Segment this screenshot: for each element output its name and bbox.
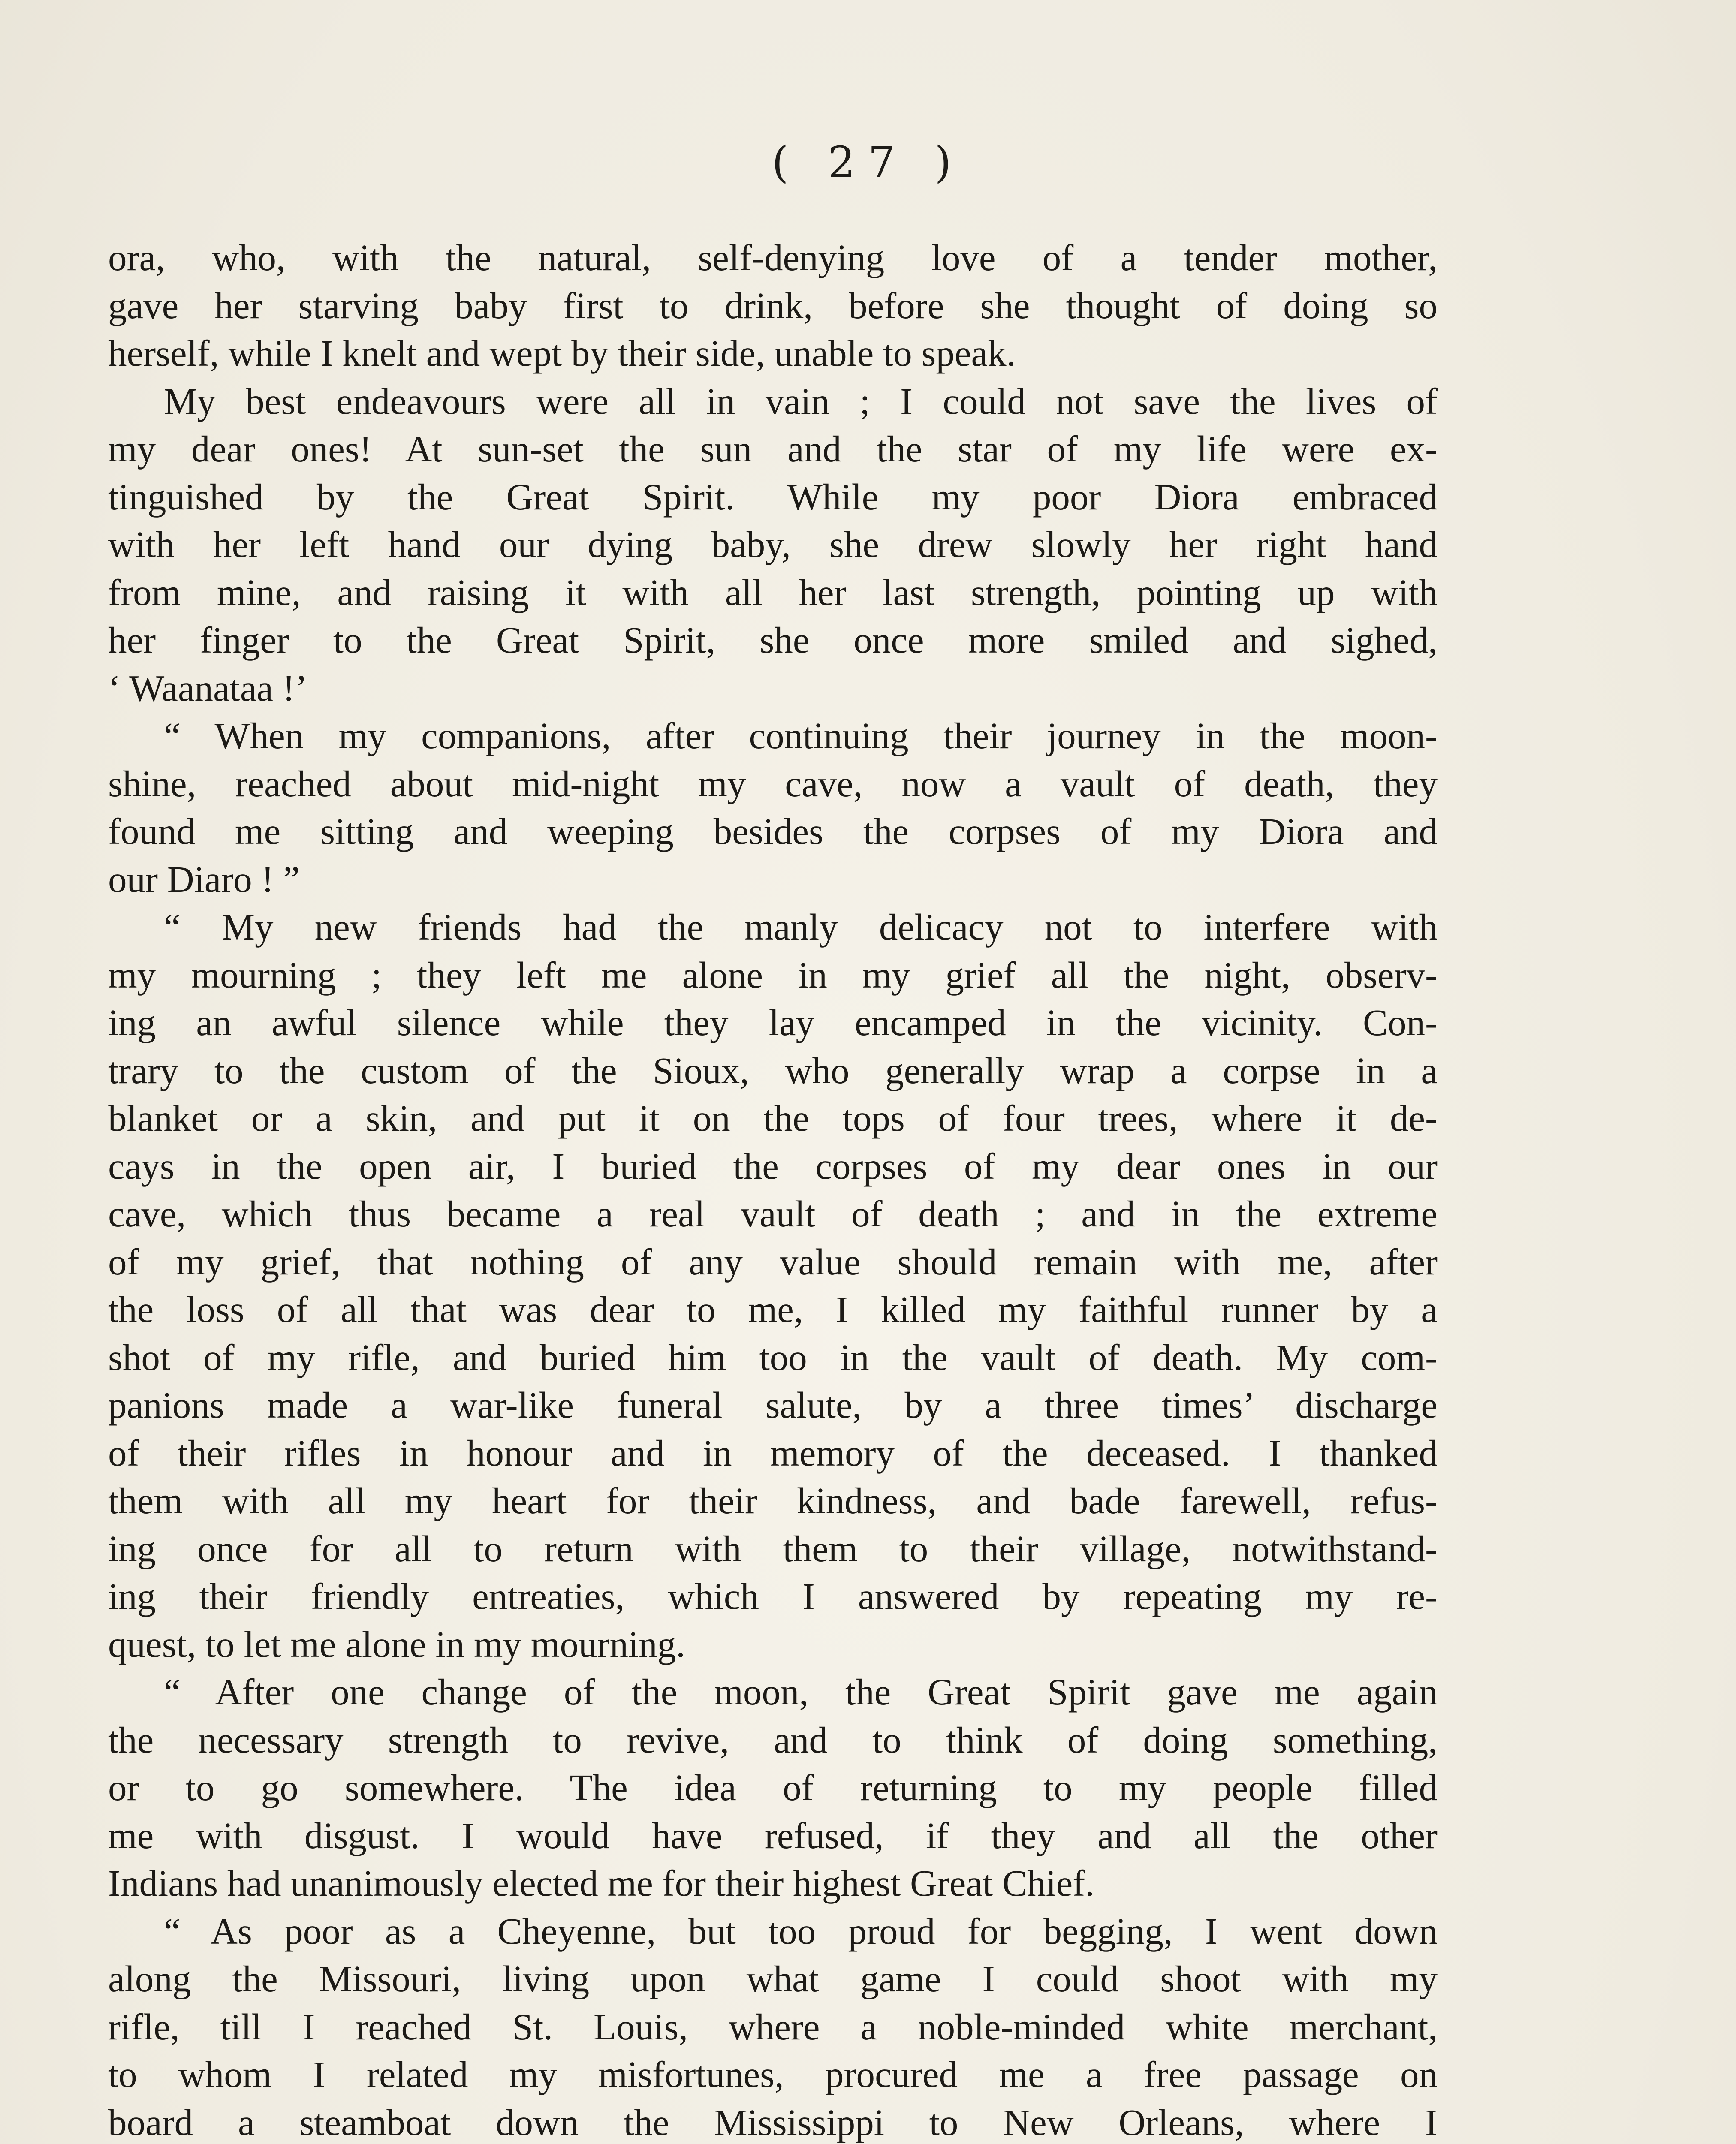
text-line: our Diaro ! ” [108, 858, 300, 900]
text-line: cave, which thus became a real vault of death ; and in the extreme [108, 1193, 1438, 1235]
text-line: along the Missouri, living upon what game I could shoot with my [108, 1958, 1438, 1999]
text-line: rifle, till I reached St. Louis, where a noble-minded white merchant, [108, 2005, 1438, 2048]
text-line: my mourning ; they left me alone in my grief all the night, observ- [108, 954, 1438, 996]
text-line: tinguished by the Great Spirit. While my poor Diora embraced [108, 476, 1438, 518]
text-line: gave her starving baby first to drink, before she thought of doing so [108, 284, 1438, 326]
text-line: the necessary strength to revive, and to think of doing something, [108, 1719, 1438, 1761]
text-line: my dear ones! At sun-set the sun and the star of my life were ex- [108, 428, 1438, 470]
text-line: “ My new friends had the manly delicacy not to interfere with [164, 906, 1438, 948]
text-line: of their rifles in honour and in memory of the deceased. I thanked [108, 1432, 1438, 1474]
body-text [108, 234, 1438, 2144]
text-line: ing once for all to return with them to their village, notwithstand- [108, 1527, 1438, 1569]
text-line: her finger to the Great Spirit, she once more smiled and sighed, [108, 619, 1438, 661]
text-line: trary to the custom of the Sioux, who generally wrap a corpse in a [108, 1049, 1438, 1091]
paragraph [108, 377, 1438, 712]
text-line: me with disgust. I would have refused, if they and all the other [108, 1814, 1438, 1856]
text-line: board a steamboat down the Mississippi to New Orleans, where I [108, 2101, 1438, 2143]
text-line: ing an awful silence while they lay encamped in the vicinity. Con- [108, 1002, 1438, 1043]
text-line: quest, to let me alone in my mourning. [108, 1623, 685, 1665]
paragraph [108, 234, 1438, 377]
text-line: of my grief, that nothing of any value should remain with me, after [108, 1241, 1438, 1283]
text-line: the loss of all that was dear to me, I killed my faithful runner by a [108, 1289, 1438, 1330]
text-line: Indians had unanimously elected me for their highest Great Chief. [108, 1862, 1094, 1904]
text-line: “ When my companions, after continuing their journey in the moon- [164, 715, 1438, 756]
text-line: “ As poor as a Cheyenne, but too proud for begging, I went down [164, 1910, 1438, 1952]
text-line: ing their friendly entreaties, which I answered by repeating my re- [108, 1575, 1438, 1617]
text-line: found me sitting and weeping besides the corpses of my Diora and [108, 810, 1438, 852]
text-line: ‘ Waanataa !’ [108, 667, 307, 709]
paragraph [108, 903, 1438, 1668]
text-line: them with all my heart for their kindness, and bade farewell, refus- [108, 1480, 1438, 1521]
page-number: ( 27 ) [772, 137, 964, 187]
text-line: with her left hand our dying baby, she drew slowly her right hand [108, 524, 1438, 565]
paragraph [108, 1907, 1438, 2144]
text-line: blanket or a skin, and put it on the tops of four trees, where it de- [108, 1097, 1438, 1139]
text-line: shot of my rifle, and buried him too in the vault of death. My com- [108, 1336, 1438, 1378]
text-line: My best endeavours were all in vain ; I could not save the lives of [164, 380, 1438, 422]
text-line: shine, reached about mid-night my cave, now a vault of death, they [108, 762, 1438, 804]
paragraph [108, 712, 1438, 903]
text-line: “ After one change of the moon, the Great Spirit gave me again [164, 1671, 1438, 1713]
text-line: to whom I related my misfortunes, procured me a free passage on [108, 2054, 1438, 2095]
text-line: panions made a war-like funeral salute, by a three times’ discharge [108, 1384, 1438, 1426]
text-line: herself, while I knelt and wept by their side, unable to speak. [108, 332, 1016, 374]
paragraph [108, 1668, 1438, 1907]
text-line: cays in the open air, I buried the corpses of my dear ones in our [108, 1145, 1438, 1187]
text-line: from mine, and raising it with all her last strength, pointing up with [108, 571, 1438, 613]
text-line: or to go somewhere. The idea of returning to my people filled [108, 1767, 1438, 1808]
text-line: ora, who, with the natural, self-denying love of a tender mother, [108, 237, 1438, 278]
